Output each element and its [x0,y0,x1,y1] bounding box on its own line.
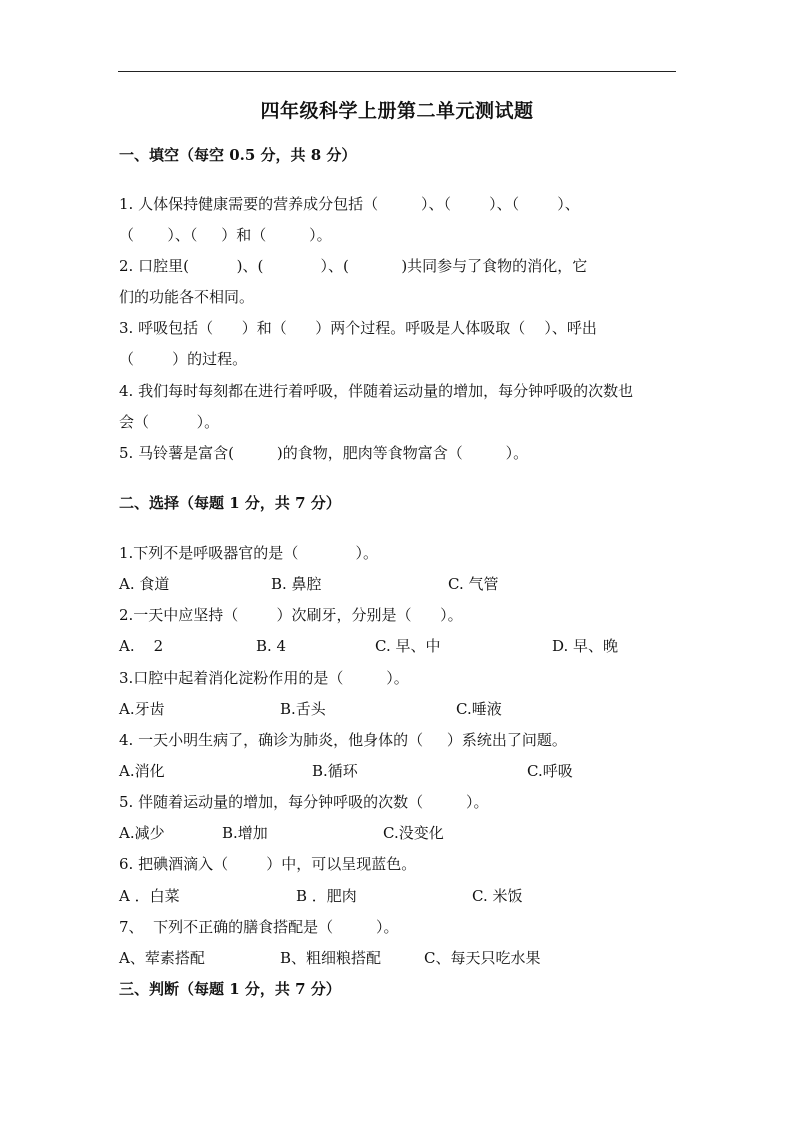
fill-blank-line: 3. 呼吸包括（ ）和（ ）两个过程。呼吸是人体吸取（ ）、呼出 [119,319,597,337]
fill-blank-line: 4. 我们每时每刻都在进行着呼吸，伴随着运动量的增加，每分钟呼吸的次数也 [119,382,634,400]
choice-option: B.舌头 [280,700,326,718]
fill-blank-line: 2. 口腔里( )、( ）、( )共同参与了食物的消化，它 [119,257,588,275]
choice-option: C. 米饭 [472,887,523,905]
page-title: 四年级科学上册第二单元测试题 [260,100,534,122]
section-heading-choice: 二、选择（每题 1 分，共 7 分） [119,494,341,512]
choice-option: C.唾液 [456,700,502,718]
choice-option: B、粗细粮搭配 [280,949,382,967]
section-heading-fill-blank: 一、填空（每空 0.5 分，共 8 分） [119,146,357,164]
choice-option: A. 食道 [119,575,170,593]
choice-option: A.减少 [119,824,165,842]
choice-question: 5. 伴随着运动量的增加，每分钟呼吸的次数（ ）。 [119,793,489,811]
choice-option: C.呼吸 [527,762,573,780]
choice-option: A.消化 [119,762,165,780]
fill-blank-line: 会（ ）。 [119,413,220,431]
choice-question: 4. 一天小明生病了，确诊为肺炎，他身体的（ ）系统出了问题。 [119,731,567,749]
choice-option: C.没变化 [383,824,444,842]
choice-option: A. 2 [119,637,164,655]
choice-option: D. 早、晚 [552,637,619,655]
choice-question: 3.口腔中起着消化淀粉作用的是（ ）。 [119,669,409,687]
fill-blank-line: 1. 人体保持健康需要的营养成分包括（ ）、（ ）、（ ）、 [119,195,580,213]
choice-question: 1.下列不是呼吸器官的是（ ）。 [119,544,379,562]
choice-option: A ．白菜 [119,887,180,905]
choice-question: 6. 把碘酒滴入（ ）中，可以呈现蓝色。 [119,855,417,873]
choice-option: B.循环 [312,762,358,780]
fill-blank-line: （ ）、（ ）和（ ）。 [119,226,332,244]
choice-option: C. 早、中 [375,637,441,655]
header-rule [118,71,676,72]
fill-blank-line: （ ）的过程。 [119,350,248,368]
choice-option: A.牙齿 [119,700,165,718]
choice-option: C. 气管 [448,575,499,593]
choice-option: B. 鼻腔 [271,575,322,593]
fill-blank-line: 5. 马铃薯是富含( )的食物，肥肉等食物富含（ ）。 [119,444,529,462]
choice-option: A、荤素搭配 [119,949,205,967]
choice-option: B.增加 [222,824,268,842]
choice-option: C、每天只吃水果 [424,949,541,967]
choice-option: B. 4 [256,637,287,655]
section-heading-true-false: 三、判断（每题 1 分，共 7 分） [119,980,341,998]
fill-blank-line: 们的功能各不相同。 [119,288,255,306]
choice-question: 2.一天中应坚持（ ）次刷牙，分别是（ ）。 [119,606,463,624]
choice-question: 7、 下列不正确的膳食搭配是（ ）。 [119,918,399,936]
choice-option: B ．肥肉 [296,887,357,905]
